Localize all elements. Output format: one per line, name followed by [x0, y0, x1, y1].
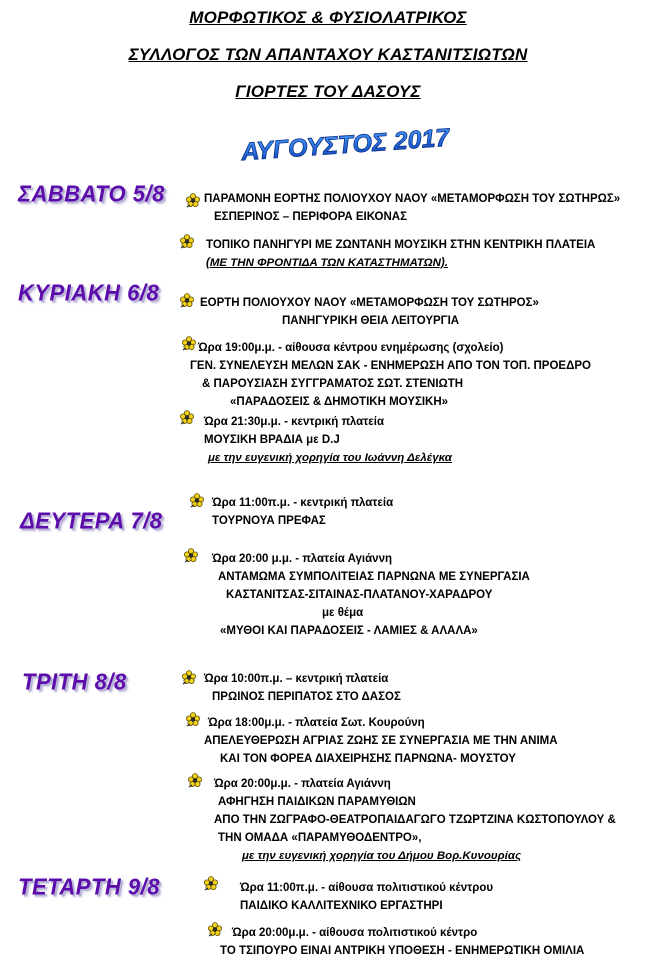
day-label-sunday: ΚΥΡΙΑΚΗ 6/8 — [18, 279, 160, 306]
event-mon-2: Ώρα 20:00 μ.μ. - πλατεία Αγιάννη ΑΝΤΑΜΩΜΑ ΣΥΜΠΟΛΙΤΕΙΑΣ ΠΑΡΝΩΝΑ ΜΕ ΣΥΝΕΡΓΑΣΙΑ ΚΑΣΤΑΝΙΤΣΑΣ-ΣΙΤΑΙΝΑΣ-ΠΛΑΤΑΝΟΥ-ΧΑΡΑΔΡΟΥ με θέμα «ΜΥΘΟΙ ΚΑΙ ΠΑΡΑΔΟΣΕΙΣ - ΛΑΜΙΕΣ & ΑΛΑΛΑ» — [212, 553, 530, 637]
flower-bullet-icon — [180, 410, 195, 425]
festival-title: ΓΙΟΡΤΕΣ ΤΟΥ ΔΑΣΟΥΣ — [235, 82, 421, 101]
flower-bullet-icon — [184, 548, 199, 563]
flower-bullet-icon — [182, 670, 197, 685]
event-sat-2: ΤΟΠΙΚΟ ΠΑΝΗΓΥΡΙ ΜΕ ΖΩΝΤΑΝΗ ΜΟΥΣΙΚΗ ΣΤΗΝ ΚΕΝΤΡΙΚΗ ΠΛΑΤΕΙΑ (ΜΕ ΤΗΝ ΦΡΟΝΤΙΔΑ ΤΩΝ ΚΑΤΑΣΤΗΜΑΤΩΝ). — [206, 239, 596, 269]
event-sun-1: ΕΟΡΤΗ ΠΟΛΙΟΥΧΟΥ ΝΑΟΥ «ΜΕΤΑΜΟΡΦΩΣΗ ΤΟΥ ΣΩΤΗΡΟΣ» ΠΑΝΗΓΥΡΙΚΗ ΘΕΙΑ ΛΕΙΤΟΥΡΓΙΑ — [200, 297, 539, 327]
org-title-line2: ΣΥΛΛΟΓΟΣ ΤΩΝ ΑΠΑΝΤΑΧΟΥ ΚΑΣΤΑΝΙΤΣΙΩΤΩΝ — [128, 45, 528, 64]
flower-bullet-icon — [180, 234, 195, 249]
event-mon-1: Ώρα 11:00π.μ. - κεντρική πλατεία ΤΟΥΡΝΟΥΑ ΠΡΕΦΑΣ — [212, 497, 394, 527]
day-label-tuesday: ΤΡΙΤΗ 8/8 — [22, 668, 127, 695]
event-sun-2: Ώρα 19:00μ.μ. - αίθουσα κέντρου ενημέρωσης (σχολείο) ΓΕΝ. ΣΥΝΕΛΕΥΣΗ ΜΕΛΩΝ ΣΑΚ - ΕΝΗΜΕΡΩΣΗ ΑΠΟ ΤΟΝ ΤΟΠ. ΠΡΟΕΔΡΟ & ΠΑΡΟΥΣΙΑΣΗ ΣΥΓΓΡΑΜΑΤΟΣ ΣΩΤ. ΣΤΕΝΙΩΤΗ «ΠΑΡΑΔΟΣΕΙΣ & ΔΗΜΟΤΙΚΗ ΜΟΥΣΙΚΗ» — [190, 342, 591, 408]
flower-bullet-icon — [186, 193, 201, 208]
flower-bullet-icon — [186, 712, 201, 727]
event-sun-3: Ώρα 21:30μ.μ. - κεντρική πλατεία ΜΟΥΣΙΚΗ ΒΡΑΔΙΑ με D.J με την ευγενική χορηγία του Ιωάννη Δελέγκα — [204, 416, 452, 464]
event-wed-2: Ώρα 20:00μ.μ. - αίθουσα πολιτιστικού κέντρο ΤΟ ΤΣΙΠΟΥΡΟ ΕΙΝΑΙ ΑΝΤΡΙΚΗ ΥΠΟΘΕΣΗ - ΕΝΗΜΕΡΩΤΙΚΗ ΟΜΙΛΙΑ — [220, 927, 585, 957]
flower-bullet-icon — [204, 876, 219, 891]
day-label-wednesday: ΤΕΤΑΡΤΗ 9/8 — [18, 873, 161, 900]
flower-bullet-icon — [190, 493, 205, 508]
event-tue-1: Ώρα 10:00π.μ. – κεντρική πλατεία ΠΡΩΙΝΟΣ ΠΕΡΙΠΑΤΟΣ ΣΤΟ ΔΑΣΟΣ — [204, 673, 401, 703]
day-label-monday: ΔΕΥΤΕΡΑ 7/8 — [20, 507, 163, 534]
event-wed-1: Ώρα 11:00π.μ. - αίθουσα πολιτιστικού κέντρου ΠΑΙΔΙΚΟ ΚΑΛΛΙΤΕΧΝΙΚΟ ΕΡΓΑΣΤΗΡΙ — [240, 882, 494, 912]
month-banner-text: ΑΥΓΟΥΣΤΟΣ 2017 — [240, 123, 451, 167]
day-label-saturday: ΣΑΒΒΑΤΟ 5/8 — [18, 180, 165, 207]
month-banner — [240, 120, 451, 167]
event-sat-1: ΠΑΡΑΜΟΝΗ ΕΟΡΤΗΣ ΠΟΛΙΟΥΧΟΥ ΝΑΟΥ «ΜΕΤΑΜΟΡΦΩΣΗ ΤΟΥ ΣΩΤΗΡΩΣ» ΕΣΠΕΡΙΝΟΣ – ΠΕΡΙΦΟΡΑ ΕΙΚΟΝΑΣ — [204, 193, 621, 223]
org-title-line1: ΜΟΡΦΩΤΙΚΟΣ & ΦΥΣΙΟΛΑΤΡΙΚΟΣ — [189, 8, 467, 27]
event-tue-2: Ώρα 18:00μ.μ. - πλατεία Σωτ. Κουρούνη ΑΠΕΛΕΥΘΕΡΩΣΗ ΑΓΡΙΑΣ ΖΩΗΣ ΣΕ ΣΥΝΕΡΓΑΣΙΑ ΜΕ ΤΗΝ ΑΝΙΜΑ ΚΑΙ ΤΟΝ ΦΟΡΕΑ ΔΙΑΧΕΙΡΗΣΗΣ ΠΑΡΝΩΝΑ- ΜΟΥΣΤΟΥ — [204, 717, 558, 765]
flower-bullet-icon — [180, 293, 195, 308]
event-tue-3: Ώρα 20:00μ.μ. - πλατεία Αγιάννη ΑΦΗΓΗΣΗ ΠΑΙΔΙΚΩΝ ΠΑΡΑΜΥΘΙΩΝ ΑΠΟ ΤΗΝ ΖΩΓΡΑΦΟ-ΘΕΑΤΡΟΠΑΙΔΑΓΩΓΟ ΤΖΩΡΤΖΙΝΑ ΚΩΣΤΟΠΟΥΛΟΥ & ΤΗΝ ΟΜΑΔΑ «ΠΑΡΑΜΥΘΟΔΕΝΤΡΟ», με την ευγενική χορηγία του Δήμου Βορ.Κυνουρίας — [214, 778, 616, 862]
